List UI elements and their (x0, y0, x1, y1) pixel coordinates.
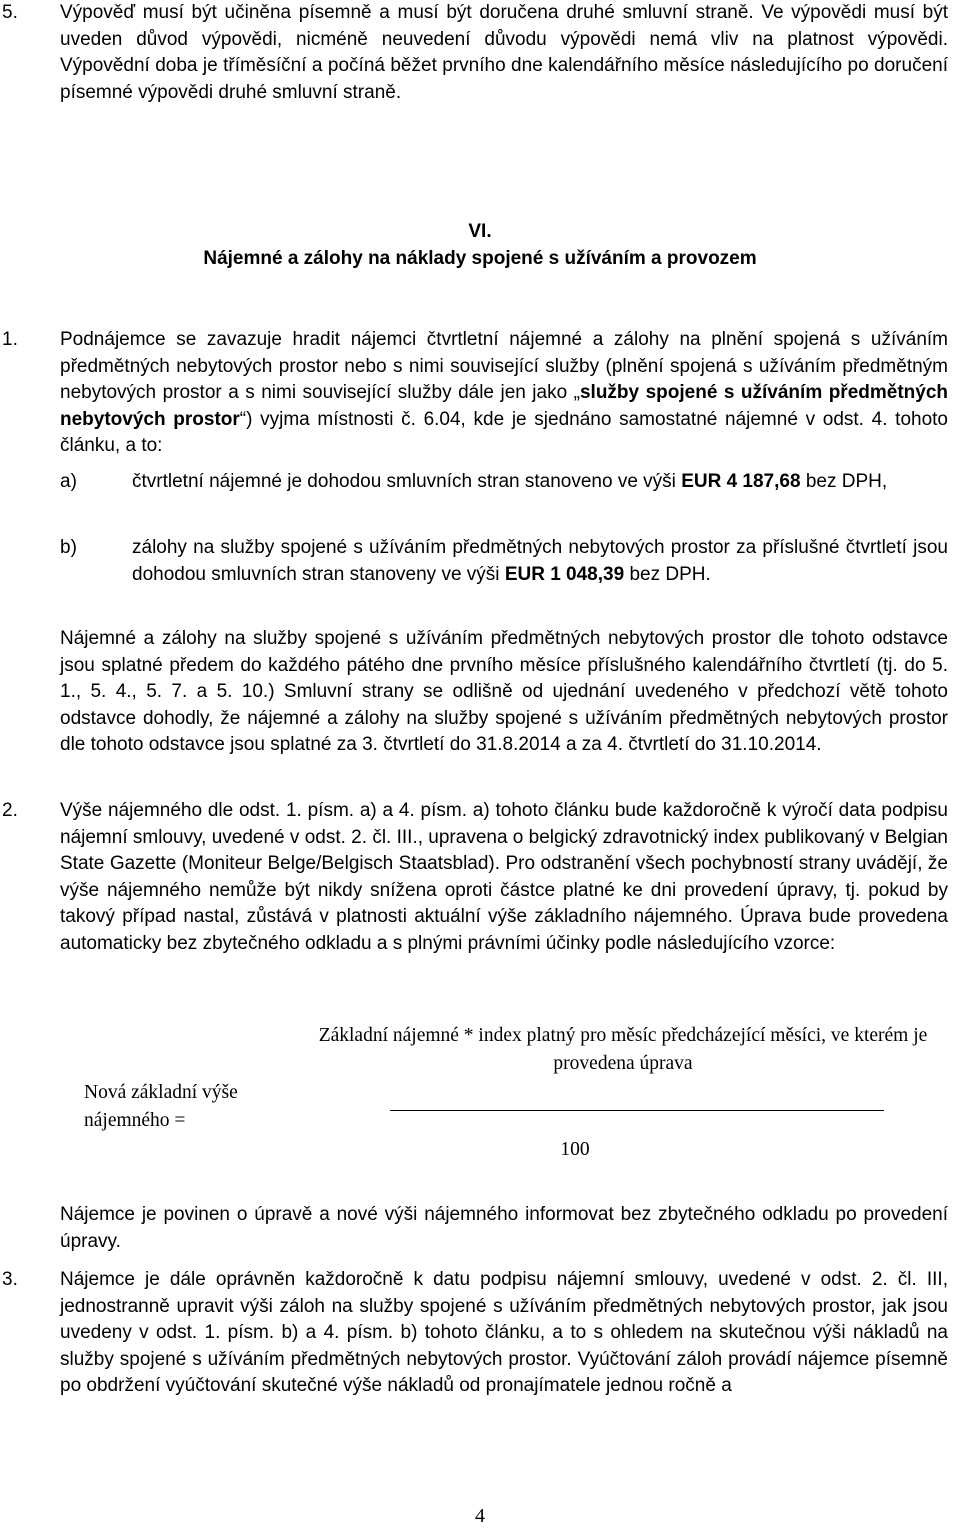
formula-fraction-line (390, 1110, 884, 1111)
item-1-sub-a-body: čtvrtletní nájemné je dohodou smluvních stran stanoveno ve výši (132, 471, 682, 492)
item-1-sub-b-text (132, 535, 948, 588)
page-number: 4 (475, 1505, 485, 1527)
item-2-after-formula: Nájemce je povinen o úpravě a nové výši nájemného informovat bez zbytečného odkladu po provedení úpravy. (60, 1204, 948, 1252)
item-1-text-after: “) vyjma místnosti č. 6.04, kde je sjednáno samostatné nájemné v odst. 4. tohoto článku, a to: (60, 408, 948, 456)
item-1-text (60, 327, 948, 460)
item-1-sub-a-label: a) (60, 471, 77, 492)
item-1-sub-a-amount: EUR 4 187,68 (681, 471, 801, 492)
item-3-text: Nájemce je dále oprávněn každoročně k datu podpisu nájemní smlouvy, uvedené v odst. 2. čl. III, jednostranně upravit výši záloh na služby spojené s užíváním předmětných nebytových prostor, jak jsou uvedeny v odst. 1. písm. b) a 4. písm. b) tohoto článku, a to s ohledem na skutečnou výši nákladů na služby spojené s užíváním předmětných nebytových prostor. Vyúčtování záloh provádí nájemce písemně po obdržení vyúčtování skutečné výše nákladů od pronajímatele jednou ročně a (60, 1269, 948, 1396)
item-1-sub-a-text (132, 469, 948, 496)
item-1-bold-term: služby spojené s užíváním předmětných nebytových prostor (60, 382, 949, 430)
item-1-text-before: Podnájemce se zavazuje hradit nájemci čtvrtletní nájemné a zálohy na plnění spojená s užíváním předmětných nebytových prostor nebo s nimi související služby (plnění spojená s užíváním předmětným nebytových prostor a s nimi související služby dále jen jako „ (60, 329, 948, 403)
formula-denominator: 100 (560, 1139, 590, 1160)
section-title: Nájemné a zálohy na náklady spojené s užíváním a provozem (203, 248, 757, 269)
formula-left-label: Nová základní výše nájemného = (84, 1082, 238, 1131)
formula-numerator: Základní nájemné * index platný pro měsíc předcházející měsíci, ve kterém je provedena úprava (318, 1025, 928, 1074)
item-1-number: 1. (2, 329, 18, 350)
item-1-closing: Nájemné a zálohy na služby spojené s užíváním předmětných nebytových prostor dle tohoto odstavce jsou splatné předem do každého pátého dne prvního měsíce příslušného kalendářního čtvrtletí (tj. do 5. 1., 5. 4., 5. 7. a 5. 10.) Smluvní strany se odlišně od ujednání uvedeného v předchozí větě tohoto odstavce dohodly, že nájemné a zálohy na služby spojené s užíváním předmětných nebytových prostor dle tohoto odstavce jsou splatné za 3. čtvrtletí do 31.8.2014 a za 4. čtvrtletí do 31.10.2014. (60, 628, 948, 755)
item-1-sub-b-body: zálohy na služby spojené s užíváním předmětných nebytových prostor za příslušné čtvrtletí jsou dohodou smluvních stran stanoveny ve výši (132, 537, 948, 585)
item-5-number: 5. (2, 2, 18, 23)
item-2-text: Výše nájemného dle odst. 1. písm. a) a 4. písm. a) tohoto článku bude každoročně k výročí data podpisu nájemní smlouvy, uvedené v odst. 2. čl. III., upravena o belgický zdravotnický index publikovaný v Belgian State Gazette (Moniteur Belge/Belgisch Staatsblad). Pro odstranění všech pochybností strany uvádějí, že výše nájemného nemůže být nikdy snížena oproti částce platné ke dni provedení úpravy, tj. pokud by takový případ nastal, zůstává v platnosti aktuální výše základního nájemného. Úprava bude provedena automaticky bez zbytečného odkladu a s plnými právními účinky podle následujícího vzorce: (60, 800, 948, 954)
section-number: VI. (468, 221, 492, 242)
item-5-text: Výpověď musí být učiněna písemně a musí být doručena druhé smluvní straně. Ve výpovědi musí být uveden důvod výpovědi, nicméně neuvedení důvodu výpovědi nemá vliv na platnost výpovědi. Výpovědní doba je tříměsíční a počíná běžet prvního dne kalendářního měsíce následujícího po doručení písemné výpovědi druhé smluvní straně. (60, 2, 948, 103)
item-1-sub-b-suffix: bez DPH. (624, 563, 711, 585)
item-3-number: 3. (2, 1269, 18, 1290)
item-2-number: 2. (2, 800, 18, 821)
item-1-sub-b-amount: EUR 1 048,39 (504, 563, 625, 585)
item-1-sub-b-label: b) (60, 537, 77, 558)
item-1-sub-a-suffix: bez DPH, (800, 471, 888, 492)
